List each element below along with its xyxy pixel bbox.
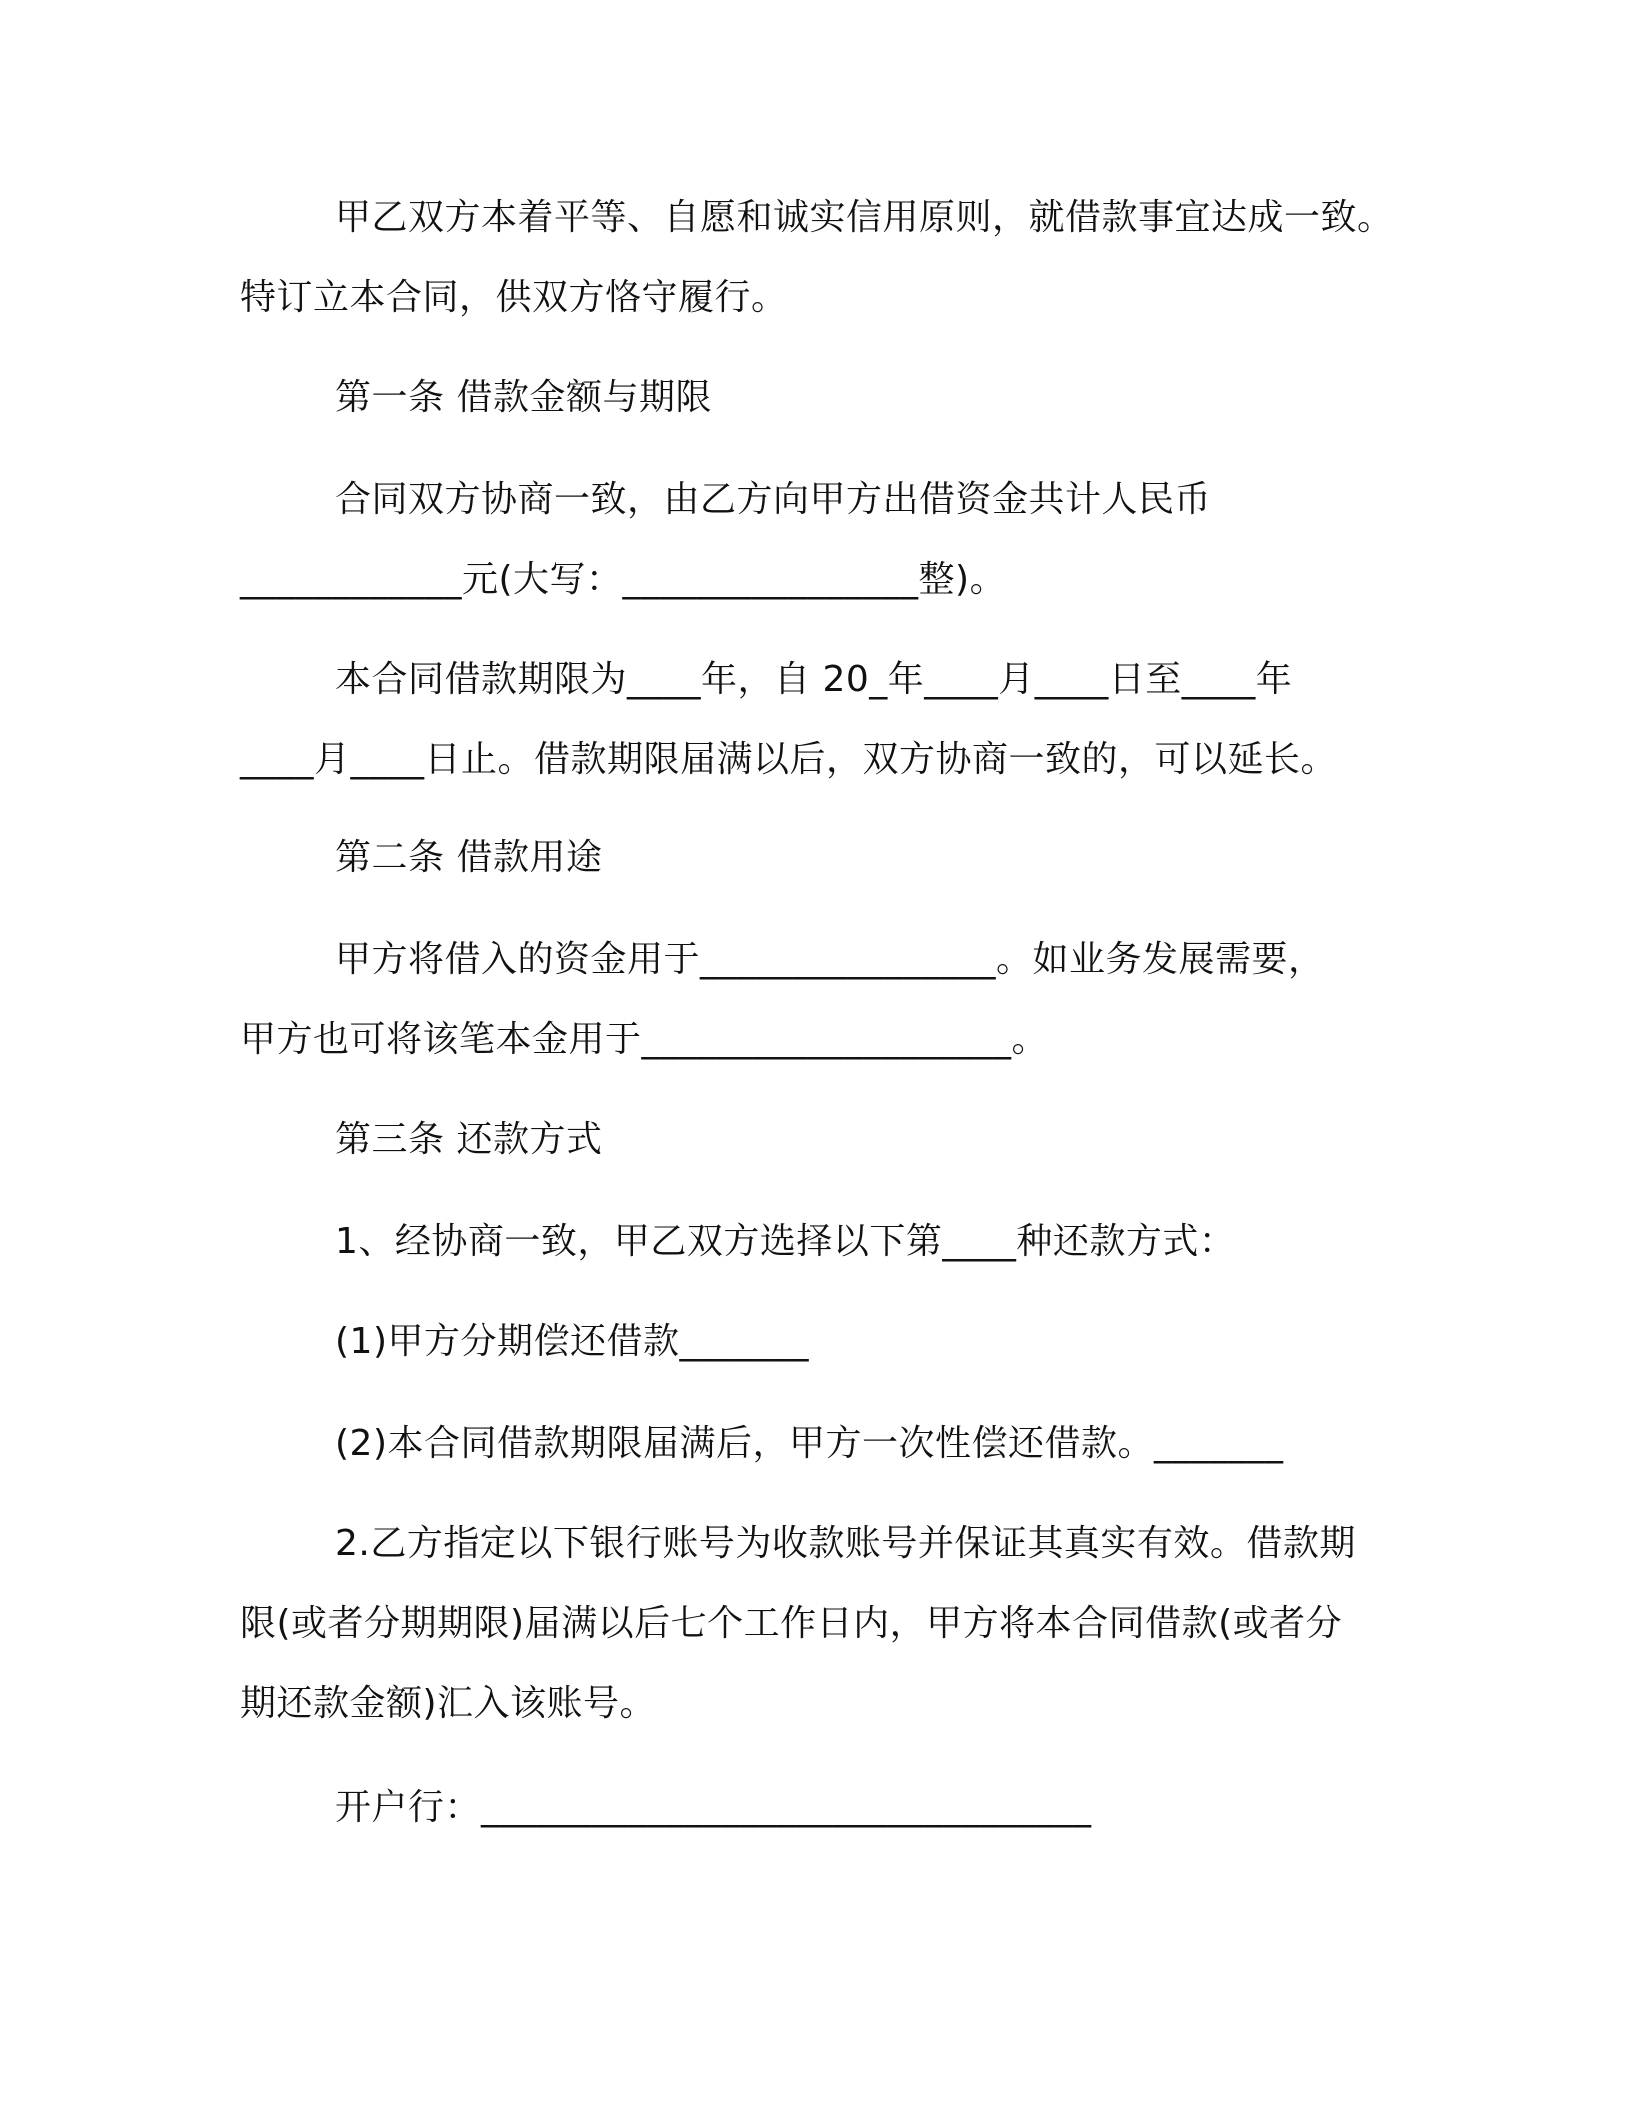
article-3-clause-2-line-3: 期还款金额)汇入该账号。 [240, 1683, 657, 1724]
bank-name-field-line: 开户行：_________________________________ [335, 1787, 1092, 1828]
article-2-purpose-line-1: 甲方将借入的资金用于________________。如业务发展需要， [335, 939, 1325, 980]
article-3-clause-2-line-2: 限(或者分期期限)届满以后七个工作日内，甲方将本合同借款(或者分 [240, 1603, 1343, 1644]
article-1-amount-line-1: 合同双方协商一致，由乙方向甲方出借资金共计人民币 [335, 479, 1212, 520]
article-3-heading: 第三条 还款方式 [335, 1119, 603, 1160]
paragraph-intro-line-1: 甲乙双方本着平等、自愿和诚实信用原则，就借款事宜达成一致。 [335, 197, 1394, 238]
article-2-heading: 第二条 借款用途 [335, 837, 603, 878]
article-3-clause-2-line-1: 2.乙方指定以下银行账号为收款账号并保证其真实有效。借款期 [335, 1523, 1356, 1564]
article-1-term-line-2: ____月____日止。借款期限届满以后，双方协商一致的，可以延长。 [240, 739, 1338, 780]
article-1-heading: 第一条 借款金额与期限 [335, 377, 712, 418]
article-1-term-line-1: 本合同借款期限为____年，自 20_年____月____日至____年 [335, 659, 1293, 700]
article-1-amount-line-2: ____________元(大写：________________整)。 [240, 559, 1007, 600]
article-3-clause-1: 1、经协商一致，甲乙双方选择以下第____种还款方式： [335, 1221, 1236, 1262]
article-3-option-2: (2)本合同借款期限届满后，甲方一次性偿还借款。_______ [335, 1423, 1284, 1464]
article-2-purpose-line-2: 甲方也可将该笔本金用于____________________。 [240, 1019, 1049, 1060]
article-3-option-1: (1)甲方分期偿还借款_______ [335, 1321, 809, 1362]
paragraph-intro-line-2: 特订立本合同，供双方恪守履行。 [240, 277, 788, 318]
